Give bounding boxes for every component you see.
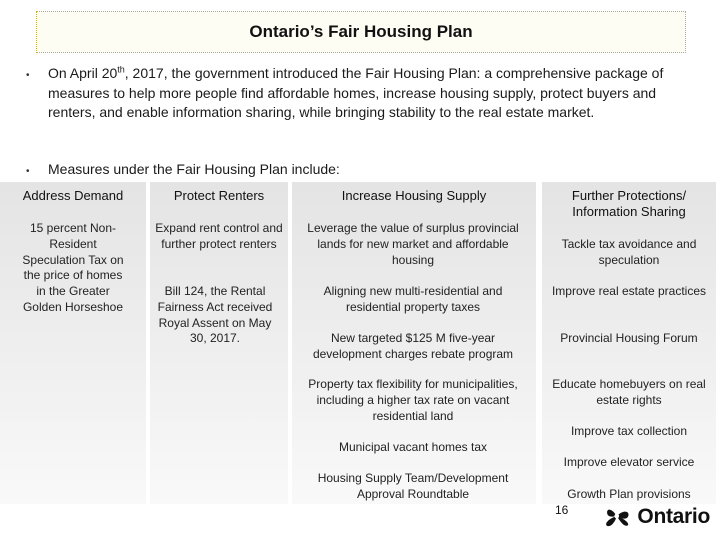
renters-item: Bill 124, the Rental Fairness Act received Royal Assent on May 30, 2017. <box>157 284 273 346</box>
further-item: Improve real estate practices <box>551 284 707 298</box>
trillium-icon <box>600 502 633 532</box>
header-address-demand: Address Demand <box>22 188 124 203</box>
bullet-marker-1: • <box>26 70 30 81</box>
further-item: Improve tax collection <box>570 424 688 438</box>
further-item: Tackle tax avoidance and speculation <box>561 237 697 267</box>
bullet-1-sup: th <box>117 64 125 75</box>
bullet-1-rest: , 2017, the government introduced the Fair Housing Plan: a comprehensive package of measures to help more people find affordable homes, increase housing supply, protect buyers and renters, and enable information sharing, while bringing stability to the real estate market. <box>48 65 664 120</box>
slide-title <box>36 11 686 53</box>
supply-item: Leverage the value of surplus provincial lands for new market and affordable housing <box>307 221 519 267</box>
further-item: Growth Plan provisions <box>567 487 691 501</box>
page-number: 16 <box>555 503 569 517</box>
renters-item: Expand rent control and further protect renters <box>155 221 283 251</box>
further-item: Provincial Housing Forum <box>560 331 698 345</box>
bullet-2: Measures under the Fair Housing Plan include: <box>48 161 340 177</box>
bullet-1-date: On April 20 <box>48 65 118 81</box>
header-further-protections: Further Protections/ Information Sharing <box>571 188 687 219</box>
bullet-1 <box>48 64 703 123</box>
further-item: Educate homebuyers on real estate rights <box>552 377 706 407</box>
demand-item: 15 percent Non-Resident Speculation Tax on the price of homes in the Greater Golden Horseshoe <box>22 221 124 314</box>
further-item: Improve elevator service <box>563 455 695 469</box>
supply-item: Property tax flexibility for municipalities, including a higher tax rate on vacant residential land <box>308 377 518 423</box>
bullet-marker-2: • <box>26 166 30 177</box>
logo-word: Ontario <box>637 505 710 528</box>
header-protect-renters: Protect Renters <box>173 188 265 203</box>
supply-item: New targeted $125 M five-year development charges rebate program <box>312 331 514 361</box>
slide-title-text: Ontario’s Fair Housing Plan <box>249 22 473 41</box>
supply-item: Aligning new multi-residential and residential property taxes <box>323 284 503 314</box>
supply-item: Housing Supply Team/Development Approval Roundtable <box>317 471 509 501</box>
supply-item: Municipal vacant homes tax <box>338 440 488 454</box>
header-increase-supply: Increase Housing Supply <box>341 188 487 203</box>
ontario-logo <box>600 500 710 534</box>
